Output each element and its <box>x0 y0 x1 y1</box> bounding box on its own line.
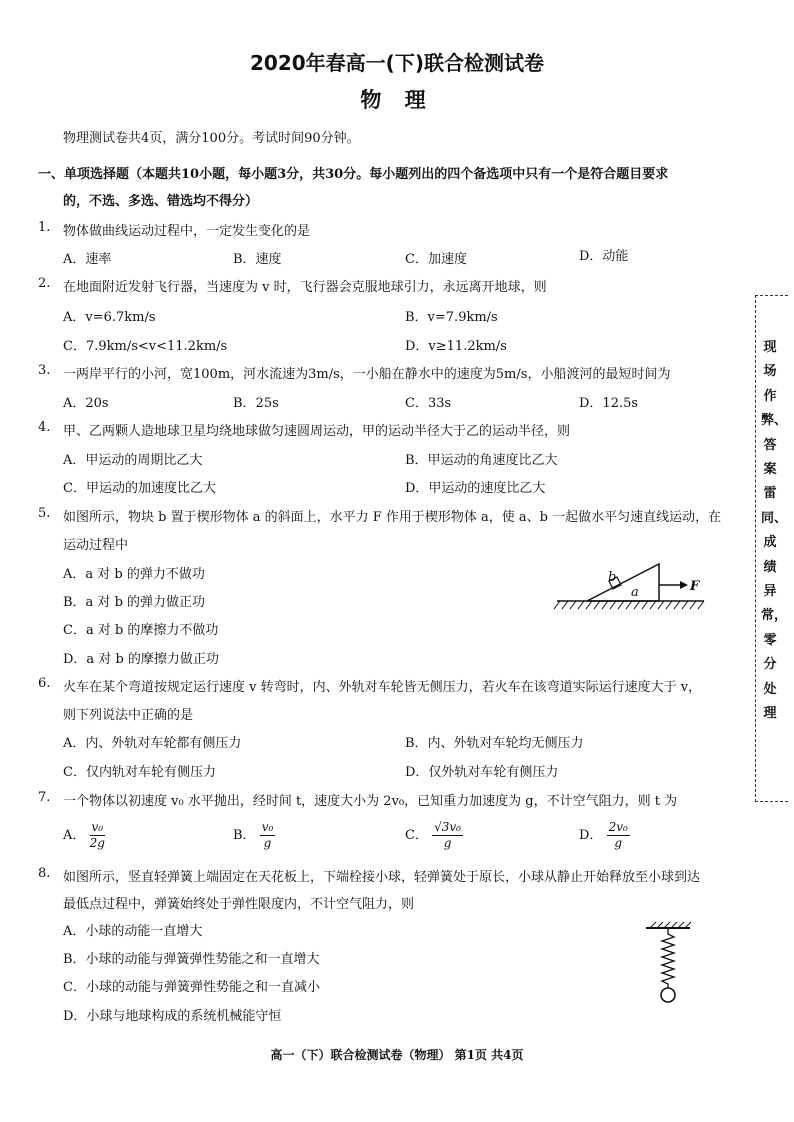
denominator: g <box>263 836 272 850</box>
question-stem-line1: 火车在某个弯道按规定运行速度 v 转弯时，内、外轨对车轮皆无侧压力，若火车在该弯道实际运行速度大于 v， <box>63 680 702 695</box>
numerator: √3v₀ <box>434 820 461 834</box>
option-label: A． <box>63 828 86 843</box>
subject-title: 物 理 <box>360 88 434 112</box>
question-number: 8. <box>38 866 51 881</box>
denominator: g <box>443 836 452 850</box>
section-heading-line2: 的，不选、多选、错选均不得分） <box>63 194 259 209</box>
numerator: v₀ <box>261 820 274 834</box>
option-a: A．20s <box>63 396 109 411</box>
option-d: D．a 对 b 的摩擦力做正功 <box>63 652 219 667</box>
question-stem: 一两岸平行的小河，宽100m，河水流速为3m/s，一小船在静水中的速度为5m/s，小船渡河的最短时间为 <box>63 367 671 382</box>
option-b: B．25s <box>233 396 279 411</box>
option-c: C．a 对 b 的摩擦力不做功 <box>63 623 219 638</box>
option-b: B．速度 <box>233 252 282 267</box>
option-d: D．仅外轨对车轮有侧压力 <box>405 765 559 780</box>
question-stem-line2: 最低点过程中，弹簧始终处于弹性限度内，不计空气阻力，则 <box>63 897 415 912</box>
option-d <box>579 820 630 851</box>
wedge-block-figure <box>552 555 712 617</box>
option-a: A．甲运动的周期比乙大 <box>63 453 203 468</box>
option-c: C．7.9km/s<v<11.2km/s <box>63 339 228 354</box>
option-a: A．速率 <box>63 252 112 267</box>
question-stem: 物体做曲线运动过程中，一定发生变化的是 <box>63 224 311 239</box>
question-number: 1. <box>38 220 51 235</box>
option-b: B．v=7.9km/s <box>405 310 498 325</box>
option-a: A．a 对 b 的弹力不做功 <box>63 567 205 582</box>
option-c: C．小球的动能与弹簧弹性势能之和一直减小 <box>63 980 320 995</box>
option-c: C．甲运动的加速度比乙大 <box>63 481 216 496</box>
question-number: 3. <box>38 363 51 378</box>
exam-title: 2020年春高一(下)联合检测试卷 <box>250 51 544 75</box>
option-b: B．小球的动能与弹簧弹性势能之和一直增大 <box>63 952 320 967</box>
question-number: 6. <box>38 676 51 691</box>
option-c: C．加速度 <box>405 252 467 267</box>
question-number: 2. <box>38 276 51 291</box>
numerator: v₀ <box>91 820 104 834</box>
question-stem: 在地面附近发射飞行器，当速度为 v 时，飞行器会克服地球引力，永远离开地球，则 <box>63 280 547 295</box>
option-d: D．甲运动的速度比乙大 <box>405 481 546 496</box>
option-c: C．仅内轨对车轮有侧压力 <box>63 765 216 780</box>
spring-ball-figure <box>640 920 696 1006</box>
label-F: F <box>690 579 700 594</box>
option-a <box>63 820 105 851</box>
option-b: B．甲运动的角速度比乙大 <box>405 453 558 468</box>
question-stem-line2: 则下列说法中正确的是 <box>63 708 194 723</box>
option-c <box>405 820 463 851</box>
fraction <box>90 820 106 851</box>
numerator: 2v₀ <box>608 820 628 834</box>
question-number: 7. <box>38 790 51 805</box>
question-stem-line2: 运动过程中 <box>63 538 129 553</box>
option-d: D．12.5s <box>579 396 639 411</box>
denominator: g <box>614 836 623 850</box>
fraction <box>432 820 463 851</box>
label-a: a <box>631 585 639 600</box>
label-b: b <box>608 570 617 585</box>
question-stem-line1: 如图所示，物块 b 置于楔形物体 a 的斜面上，水平力 F 作用于楔形物体 a，使 a、b 一起做水平匀速直线运动，在 <box>63 510 722 525</box>
question-number: 5. <box>38 506 51 521</box>
option-a: A．小球的动能一直增大 <box>63 924 203 939</box>
question-stem: 一个物体以初速度 v₀ 水平抛出，经时间 t，速度大小为 2v₀，已知重力加速度为 g，不计空气阻力，则 t 为 <box>63 794 678 809</box>
option-d: D．小球与地球构成的系统机械能守恒 <box>63 1009 282 1024</box>
question-stem-line1: 如图所示，竖直轻弹簧上端固定在天花板上，下端栓接小球，轻弹簧处于原长，小球从静止开始释放至小球到达 <box>63 870 701 885</box>
section-heading-line1: 一、单项选择题（本题共10小题，每小题3分，共30分。每小题列出的四个备选项中只有一个是符合题目要求 <box>38 167 669 182</box>
option-label: C． <box>405 828 428 843</box>
side-notice: 现场作弊、答案雷同、成绩异常，零分处理 <box>761 340 788 722</box>
option-b: B．a 对 b 的弹力做正功 <box>63 595 206 610</box>
fraction <box>260 820 276 851</box>
option-b <box>233 820 275 851</box>
denominator: 2g <box>89 836 105 850</box>
fraction <box>607 820 630 851</box>
page-footer: 高一（下）联合检测试卷（物理） 第1页 共4页 <box>270 1048 524 1062</box>
option-c: C．33s <box>405 396 452 411</box>
option-d: D．v≥11.2km/s <box>405 339 507 354</box>
exam-intro: 物理测试卷共4页，满分100分。考试时间90分钟。 <box>63 131 360 146</box>
option-a: A．内、外轨对车轮都有侧压力 <box>63 736 242 751</box>
option-a: A．v=6.7km/s <box>63 310 156 325</box>
option-label: D． <box>579 828 603 843</box>
question-stem: 甲、乙两颗人造地球卫星均绕地球做匀速圆周运动，甲的运动半径大于乙的运动半径，则 <box>63 424 571 439</box>
option-d: D．动能 <box>579 249 629 264</box>
option-b: B．内、外轨对车轮均无侧压力 <box>405 736 584 751</box>
question-number: 4. <box>38 420 51 435</box>
option-label: B． <box>233 828 256 843</box>
